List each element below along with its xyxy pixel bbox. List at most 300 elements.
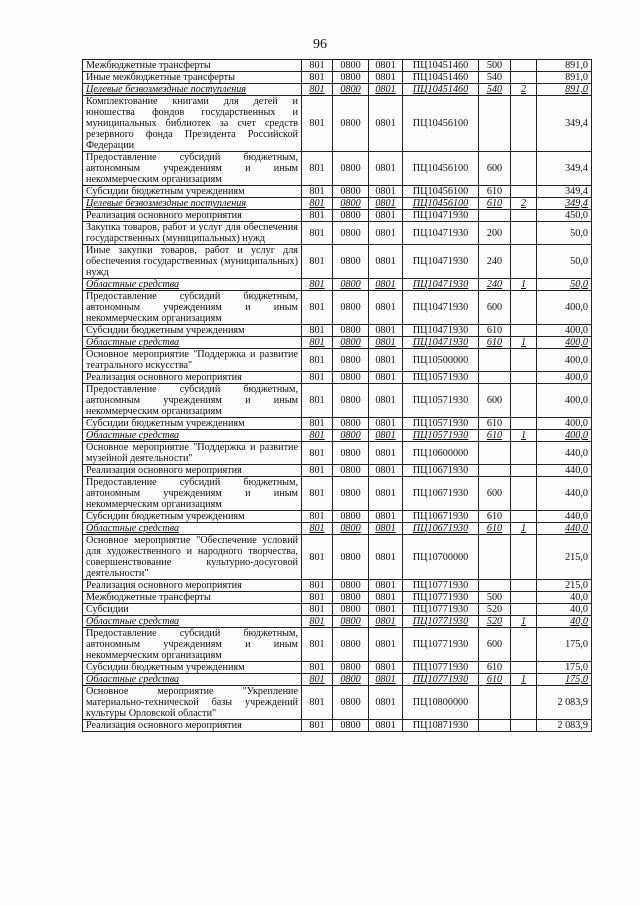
ved-code-cell: 801	[302, 152, 333, 186]
section-code-cell: 0800	[333, 337, 369, 349]
subsection-code-cell: 0801	[369, 430, 403, 442]
table-row	[83, 662, 592, 674]
amount-cell: 400,0	[537, 337, 592, 349]
subsection-code-cell: 0801	[369, 337, 403, 349]
target-article-cell: ПЦ10500000	[403, 349, 479, 372]
subsection-code-cell: 0801	[369, 372, 403, 384]
row-name-cell: Предоставление субсидий бюджетным, автономным учреждениям и иным некоммерческим организациям	[83, 291, 302, 325]
amount-cell: 440,0	[537, 523, 592, 535]
funding-source-cell	[511, 72, 537, 84]
amount-cell: 400,0	[537, 384, 592, 418]
ved-code-cell: 801	[302, 720, 333, 732]
amount-cell: 400,0	[537, 291, 592, 325]
row-name-cell: Реализация основного мероприятия	[83, 465, 302, 477]
ved-code-cell: 801	[302, 198, 333, 210]
funding-source-cell: 1	[511, 674, 537, 686]
section-code-cell: 0800	[333, 325, 369, 337]
subsection-code-cell: 0801	[369, 152, 403, 186]
target-article-cell: ПЦ10451460	[403, 84, 479, 96]
amount-cell: 175,0	[537, 674, 592, 686]
funding-source-cell: 2	[511, 84, 537, 96]
target-article-cell: ПЦ10671930	[403, 511, 479, 523]
target-article-cell: ПЦ10456100	[403, 152, 479, 186]
amount-cell: 349,4	[537, 186, 592, 198]
subsection-code-cell: 0801	[369, 580, 403, 592]
section-code-cell: 0800	[333, 523, 369, 535]
ved-code-cell: 801	[302, 580, 333, 592]
ved-code-cell: 801	[302, 222, 333, 245]
amount-cell: 891,0	[537, 72, 592, 84]
target-article-cell: ПЦ10471930	[403, 245, 479, 279]
amount-cell: 50,0	[537, 222, 592, 245]
expense-type-cell: 540	[479, 84, 511, 96]
section-code-cell: 0800	[333, 720, 369, 732]
subsection-code-cell: 0801	[369, 384, 403, 418]
funding-source-cell: 1	[511, 279, 537, 291]
target-article-cell: ПЦ10571930	[403, 384, 479, 418]
section-code-cell: 0800	[333, 580, 369, 592]
subsection-code-cell: 0801	[369, 60, 403, 72]
table-row	[83, 291, 592, 325]
expense-type-cell: 520	[479, 616, 511, 628]
amount-cell: 349,4	[537, 152, 592, 186]
table-row	[83, 523, 592, 535]
amount-cell: 400,0	[537, 372, 592, 384]
subsection-code-cell: 0801	[369, 674, 403, 686]
table-row	[83, 477, 592, 511]
section-code-cell: 0800	[333, 686, 369, 720]
amount-cell: 2 083,9	[537, 720, 592, 732]
section-code-cell: 0800	[333, 152, 369, 186]
funding-source-cell: 1	[511, 430, 537, 442]
funding-source-cell	[511, 372, 537, 384]
ved-code-cell: 801	[302, 60, 333, 72]
target-article-cell: ПЦ10571930	[403, 372, 479, 384]
expense-type-cell: 610	[479, 186, 511, 198]
budget-table-body	[83, 60, 592, 732]
expense-type-cell	[479, 535, 511, 580]
section-code-cell: 0800	[333, 384, 369, 418]
subsection-code-cell: 0801	[369, 662, 403, 674]
expense-type-cell: 500	[479, 60, 511, 72]
section-code-cell: 0800	[333, 465, 369, 477]
table-row	[83, 325, 592, 337]
target-article-cell: ПЦ10471930	[403, 325, 479, 337]
amount-cell: 349,4	[537, 96, 592, 152]
funding-source-cell	[511, 418, 537, 430]
subsection-code-cell: 0801	[369, 477, 403, 511]
ved-code-cell: 801	[302, 210, 333, 222]
subsection-code-cell: 0801	[369, 279, 403, 291]
target-article-cell: ПЦ10451460	[403, 72, 479, 84]
amount-cell: 440,0	[537, 477, 592, 511]
subsection-code-cell: 0801	[369, 222, 403, 245]
expense-type-cell	[479, 580, 511, 592]
row-name-cell: Основное мероприятие "Обеспечение условий для художественного и народного творчества, совершенствование культурно-досуговой деятельности"	[83, 535, 302, 580]
table-row	[83, 511, 592, 523]
subsection-code-cell: 0801	[369, 84, 403, 96]
table-row	[83, 592, 592, 604]
target-article-cell: ПЦ10471930	[403, 210, 479, 222]
amount-cell: 440,0	[537, 465, 592, 477]
section-code-cell: 0800	[333, 442, 369, 465]
row-name-cell: Закупка товаров, работ и услуг для обеспечения государственных (муниципальных) нужд	[83, 222, 302, 245]
table-row	[83, 686, 592, 720]
table-row	[83, 372, 592, 384]
table-row	[83, 580, 592, 592]
table-row	[83, 245, 592, 279]
target-article-cell: ПЦ10571930	[403, 430, 479, 442]
expense-type-cell: 610	[479, 430, 511, 442]
funding-source-cell	[511, 210, 537, 222]
row-name-cell: Областные средства	[83, 523, 302, 535]
amount-cell: 175,0	[537, 662, 592, 674]
section-code-cell: 0800	[333, 477, 369, 511]
target-article-cell: ПЦ10456100	[403, 96, 479, 152]
target-article-cell: ПЦ10671930	[403, 477, 479, 511]
amount-cell: 400,0	[537, 430, 592, 442]
ved-code-cell: 801	[302, 291, 333, 325]
table-row	[83, 96, 592, 152]
target-article-cell: ПЦ10456100	[403, 198, 479, 210]
table-row	[83, 465, 592, 477]
row-name-cell: Субсидии бюджетным учреждениям	[83, 186, 302, 198]
table-row	[83, 349, 592, 372]
row-name-cell: Областные средства	[83, 616, 302, 628]
row-name-cell: Реализация основного мероприятия	[83, 210, 302, 222]
expense-type-cell	[479, 372, 511, 384]
table-row	[83, 430, 592, 442]
page-number: 96	[313, 37, 327, 52]
row-name-cell: Реализация основного мероприятия	[83, 372, 302, 384]
target-article-cell: ПЦ10471930	[403, 337, 479, 349]
ved-code-cell: 801	[302, 418, 333, 430]
subsection-code-cell: 0801	[369, 198, 403, 210]
row-name-cell: Субсидии	[83, 604, 302, 616]
funding-source-cell	[511, 686, 537, 720]
section-code-cell: 0800	[333, 535, 369, 580]
ved-code-cell: 801	[302, 245, 333, 279]
table-row	[83, 384, 592, 418]
amount-cell: 400,0	[537, 418, 592, 430]
ved-code-cell: 801	[302, 430, 333, 442]
expense-type-cell	[479, 465, 511, 477]
expense-type-cell: 540	[479, 72, 511, 84]
section-code-cell: 0800	[333, 291, 369, 325]
table-row	[83, 84, 592, 96]
section-code-cell: 0800	[333, 96, 369, 152]
target-article-cell: ПЦ10800000	[403, 686, 479, 720]
row-name-cell: Иные межбюджетные трансферты	[83, 72, 302, 84]
section-code-cell: 0800	[333, 592, 369, 604]
table-row	[83, 60, 592, 72]
target-article-cell: ПЦ10700000	[403, 535, 479, 580]
target-article-cell: ПЦ10771930	[403, 674, 479, 686]
ved-code-cell: 801	[302, 372, 333, 384]
section-code-cell: 0800	[333, 372, 369, 384]
amount-cell: 440,0	[537, 511, 592, 523]
subsection-code-cell: 0801	[369, 418, 403, 430]
subsection-code-cell: 0801	[369, 245, 403, 279]
row-name-cell: Основное мероприятие "Укрепление материально-технической базы учреждений культуры Орловской области"	[83, 686, 302, 720]
section-code-cell: 0800	[333, 222, 369, 245]
section-code-cell: 0800	[333, 430, 369, 442]
expense-type-cell: 520	[479, 604, 511, 616]
expense-type-cell: 600	[479, 384, 511, 418]
amount-cell: 40,0	[537, 604, 592, 616]
expense-type-cell: 610	[479, 198, 511, 210]
target-article-cell: ПЦ10671930	[403, 523, 479, 535]
amount-cell: 891,0	[537, 60, 592, 72]
subsection-code-cell: 0801	[369, 628, 403, 662]
amount-cell: 440,0	[537, 442, 592, 465]
expense-type-cell: 600	[479, 152, 511, 186]
row-name-cell: Реализация основного мероприятия	[83, 720, 302, 732]
expense-type-cell: 600	[479, 477, 511, 511]
target-article-cell: ПЦ10571930	[403, 418, 479, 430]
row-name-cell: Реализация основного мероприятия	[83, 580, 302, 592]
ved-code-cell: 801	[302, 674, 333, 686]
amount-cell: 400,0	[537, 349, 592, 372]
ved-code-cell: 801	[302, 186, 333, 198]
funding-source-cell	[511, 245, 537, 279]
table-row	[83, 674, 592, 686]
expense-type-cell	[479, 349, 511, 372]
table-row	[83, 186, 592, 198]
ved-code-cell: 801	[302, 84, 333, 96]
subsection-code-cell: 0801	[369, 592, 403, 604]
ved-code-cell: 801	[302, 662, 333, 674]
table-row	[83, 442, 592, 465]
amount-cell: 450,0	[537, 210, 592, 222]
target-article-cell: ПЦ10771930	[403, 616, 479, 628]
ved-code-cell: 801	[302, 279, 333, 291]
ved-code-cell: 801	[302, 337, 333, 349]
amount-cell: 175,0	[537, 628, 592, 662]
funding-source-cell	[511, 325, 537, 337]
funding-source-cell	[511, 720, 537, 732]
target-article-cell: ПЦ10771930	[403, 628, 479, 662]
ved-code-cell: 801	[302, 477, 333, 511]
funding-source-cell	[511, 60, 537, 72]
subsection-code-cell: 0801	[369, 616, 403, 628]
subsection-code-cell: 0801	[369, 535, 403, 580]
row-name-cell: Субсидии бюджетным учреждениям	[83, 511, 302, 523]
ved-code-cell: 801	[302, 535, 333, 580]
section-code-cell: 0800	[333, 198, 369, 210]
expense-type-cell	[479, 96, 511, 152]
funding-source-cell	[511, 152, 537, 186]
target-article-cell: ПЦ10771930	[403, 580, 479, 592]
ved-code-cell: 801	[302, 592, 333, 604]
row-name-cell: Областные средства	[83, 337, 302, 349]
expense-type-cell: 600	[479, 628, 511, 662]
section-code-cell: 0800	[333, 616, 369, 628]
row-name-cell: Предоставление субсидий бюджетным, автономным учреждениям и иным некоммерческим организациям	[83, 628, 302, 662]
expense-type-cell	[479, 720, 511, 732]
expense-type-cell	[479, 210, 511, 222]
expense-type-cell: 610	[479, 674, 511, 686]
row-name-cell: Субсидии бюджетным учреждениям	[83, 662, 302, 674]
ved-code-cell: 801	[302, 465, 333, 477]
expense-type-cell: 610	[479, 662, 511, 674]
ved-code-cell: 801	[302, 511, 333, 523]
target-article-cell: ПЦ10471930	[403, 291, 479, 325]
amount-cell: 891,0	[537, 84, 592, 96]
target-article-cell: ПЦ10671930	[403, 465, 479, 477]
section-code-cell: 0800	[333, 60, 369, 72]
ved-code-cell: 801	[302, 616, 333, 628]
section-code-cell: 0800	[333, 72, 369, 84]
funding-source-cell	[511, 477, 537, 511]
row-name-cell: Межбюджетные трансферты	[83, 60, 302, 72]
funding-source-cell	[511, 384, 537, 418]
target-article-cell: ПЦ10471930	[403, 279, 479, 291]
expense-type-cell: 240	[479, 245, 511, 279]
expense-type-cell: 240	[479, 279, 511, 291]
section-code-cell: 0800	[333, 186, 369, 198]
amount-cell: 50,0	[537, 245, 592, 279]
funding-source-cell	[511, 442, 537, 465]
section-code-cell: 0800	[333, 349, 369, 372]
row-name-cell: Субсидии бюджетным учреждениям	[83, 325, 302, 337]
table-row	[83, 210, 592, 222]
subsection-code-cell: 0801	[369, 291, 403, 325]
amount-cell: 50,0	[537, 279, 592, 291]
section-code-cell: 0800	[333, 84, 369, 96]
funding-source-cell: 1	[511, 337, 537, 349]
subsection-code-cell: 0801	[369, 465, 403, 477]
ved-code-cell: 801	[302, 349, 333, 372]
table-row	[83, 222, 592, 245]
funding-source-cell: 1	[511, 616, 537, 628]
amount-cell: 349,4	[537, 198, 592, 210]
subsection-code-cell: 0801	[369, 210, 403, 222]
funding-source-cell	[511, 580, 537, 592]
subsection-code-cell: 0801	[369, 186, 403, 198]
section-code-cell: 0800	[333, 418, 369, 430]
section-code-cell: 0800	[333, 628, 369, 662]
section-code-cell: 0800	[333, 662, 369, 674]
funding-source-cell	[511, 628, 537, 662]
expense-type-cell: 610	[479, 418, 511, 430]
table-row	[83, 72, 592, 84]
target-article-cell: ПЦ10771930	[403, 662, 479, 674]
subsection-code-cell: 0801	[369, 442, 403, 465]
funding-source-cell	[511, 222, 537, 245]
budget-table	[82, 59, 592, 732]
funding-source-cell	[511, 349, 537, 372]
subsection-code-cell: 0801	[369, 325, 403, 337]
amount-cell: 215,0	[537, 535, 592, 580]
funding-source-cell: 2	[511, 198, 537, 210]
expense-type-cell	[479, 686, 511, 720]
section-code-cell: 0800	[333, 210, 369, 222]
funding-source-cell	[511, 96, 537, 152]
subsection-code-cell: 0801	[369, 72, 403, 84]
ved-code-cell: 801	[302, 604, 333, 616]
expense-type-cell: 200	[479, 222, 511, 245]
funding-source-cell	[511, 511, 537, 523]
subsection-code-cell: 0801	[369, 349, 403, 372]
expense-type-cell: 610	[479, 511, 511, 523]
row-name-cell: Областные средства	[83, 430, 302, 442]
target-article-cell: ПЦ10451460	[403, 60, 479, 72]
funding-source-cell	[511, 535, 537, 580]
ved-code-cell: 801	[302, 442, 333, 465]
funding-source-cell	[511, 592, 537, 604]
target-article-cell: ПЦ10600000	[403, 442, 479, 465]
row-name-cell: Целевые безвозмездные поступления	[83, 84, 302, 96]
subsection-code-cell: 0801	[369, 511, 403, 523]
ved-code-cell: 801	[302, 384, 333, 418]
table-row	[83, 535, 592, 580]
expense-type-cell: 610	[479, 337, 511, 349]
expense-type-cell	[479, 442, 511, 465]
row-name-cell: Предоставление субсидий бюджетным, автономным учреждениям и иным некоммерческим организациям	[83, 384, 302, 418]
subsection-code-cell: 0801	[369, 96, 403, 152]
subsection-code-cell: 0801	[369, 686, 403, 720]
subsection-code-cell: 0801	[369, 604, 403, 616]
row-name-cell: Комплектование книгами для детей и юношества фондов государственных и муниципальных библиотек за счет средств резервного фонда Президента Российской Федерации	[83, 96, 302, 152]
expense-type-cell: 610	[479, 325, 511, 337]
table-row	[83, 337, 592, 349]
section-code-cell: 0800	[333, 245, 369, 279]
ved-code-cell: 801	[302, 72, 333, 84]
section-code-cell: 0800	[333, 511, 369, 523]
table-row	[83, 616, 592, 628]
table-row	[83, 279, 592, 291]
target-article-cell: ПЦ10871930	[403, 720, 479, 732]
funding-source-cell	[511, 662, 537, 674]
table-row	[83, 198, 592, 210]
funding-source-cell	[511, 291, 537, 325]
row-name-cell: Иные закупки товаров, работ и услуг для обеспечения государственных (муниципальных) нужд	[83, 245, 302, 279]
target-article-cell: ПЦ10456100	[403, 186, 479, 198]
ved-code-cell: 801	[302, 96, 333, 152]
subsection-code-cell: 0801	[369, 523, 403, 535]
expense-type-cell: 610	[479, 523, 511, 535]
ved-code-cell: 801	[302, 523, 333, 535]
expense-type-cell: 500	[479, 592, 511, 604]
target-article-cell: ПЦ10771930	[403, 604, 479, 616]
section-code-cell: 0800	[333, 604, 369, 616]
subsection-code-cell: 0801	[369, 720, 403, 732]
row-name-cell: Областные средства	[83, 674, 302, 686]
table-row	[83, 628, 592, 662]
row-name-cell: Основное мероприятие "Поддержка и развитие музейной деятельности"	[83, 442, 302, 465]
row-name-cell: Межбюджетные трансферты	[83, 592, 302, 604]
section-code-cell: 0800	[333, 674, 369, 686]
ved-code-cell: 801	[302, 628, 333, 662]
table-row	[83, 152, 592, 186]
row-name-cell: Предоставление субсидий бюджетным, автономным учреждениям и иным некоммерческим организациям	[83, 152, 302, 186]
amount-cell: 40,0	[537, 592, 592, 604]
ved-code-cell: 801	[302, 325, 333, 337]
funding-source-cell	[511, 465, 537, 477]
row-name-cell: Основное мероприятие "Поддержка и развитие театрального искусства"	[83, 349, 302, 372]
target-article-cell: ПЦ10471930	[403, 222, 479, 245]
amount-cell: 40,0	[537, 616, 592, 628]
ved-code-cell: 801	[302, 686, 333, 720]
section-code-cell: 0800	[333, 279, 369, 291]
amount-cell: 2 083,9	[537, 686, 592, 720]
funding-source-cell	[511, 186, 537, 198]
table-row	[83, 720, 592, 732]
table-row	[83, 418, 592, 430]
funding-source-cell	[511, 604, 537, 616]
table-row	[83, 604, 592, 616]
